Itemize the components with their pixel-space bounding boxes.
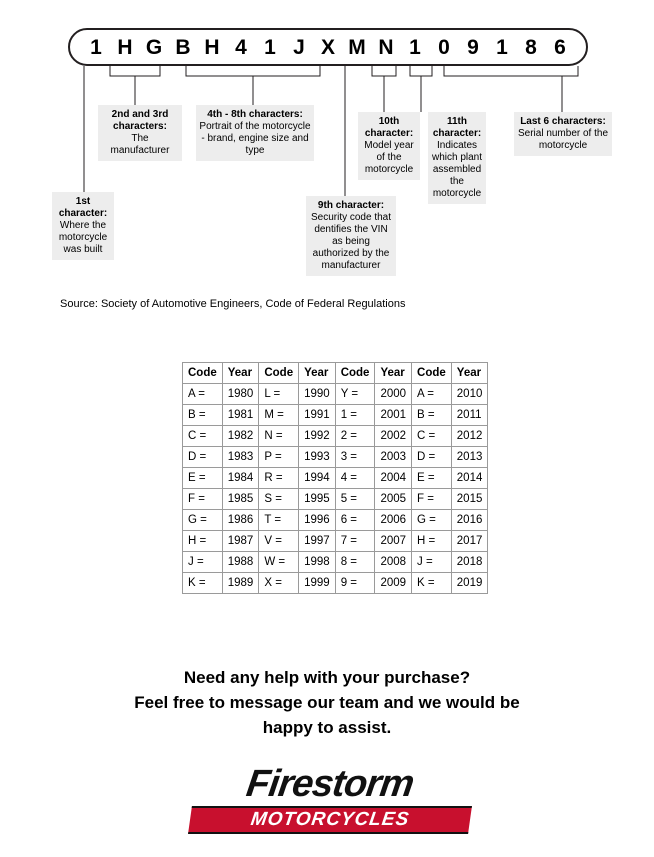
table-cell: 3 = [335,447,375,468]
table-cell: 1987 [222,531,259,552]
vin-character-14: 9 [467,35,479,59]
table-row [183,405,488,426]
callout-9th-character [306,196,396,276]
callout-last-6-characters [514,112,612,156]
table-row [183,426,488,447]
table-cell: 2019 [451,573,488,594]
table-row [183,468,488,489]
table-cell: Y = [335,384,375,405]
callout-title: 10th character: [364,116,414,139]
vin-character-15: 1 [496,35,508,59]
callout-title: 9th character: [317,200,385,211]
callout-4th-8th-characters [196,105,314,161]
vin-character-4: B [175,35,191,59]
table-cell: 1992 [299,426,336,447]
table-cell: D = [183,447,223,468]
table-cell: K = [183,573,223,594]
table-cell: 2000 [375,384,412,405]
table-cell: B = [412,405,452,426]
table-cell: K = [412,573,452,594]
table-cell: 1991 [299,405,336,426]
vin-character-3: G [145,35,163,59]
table-row [183,489,488,510]
table-cell: T = [259,510,299,531]
vin-character-17: 6 [554,35,566,59]
table-cell: 2006 [375,510,412,531]
table-cell: 2001 [375,405,412,426]
table-header-row [183,363,488,384]
vin-character-16: 8 [525,35,537,59]
table-row [183,573,488,594]
vin-character-2: H [117,35,133,59]
table-cell: 1981 [222,405,259,426]
table-cell: H = [183,531,223,552]
table-cell: 1988 [222,552,259,573]
table-cell: J = [412,552,452,573]
table-column-header: Code [335,363,375,384]
table-cell: 2016 [451,510,488,531]
callout-title: 11th character: [432,116,482,139]
table-cell: L = [259,384,299,405]
vin-number-bar [68,28,588,66]
callout-title: 1st character: [58,196,108,219]
table-cell: R = [259,468,299,489]
table-row [183,510,488,531]
table-cell: D = [412,447,452,468]
table-row [183,447,488,468]
callout-body: Security code that dentifies the VIN as being authorized by the manufacturer [310,212,392,271]
table-cell: 1998 [299,552,336,573]
vin-character-10: M [348,35,366,59]
table-cell: 1984 [222,468,259,489]
firestorm-motorcycles-logo [160,762,500,844]
table-cell: 2003 [375,447,412,468]
callout-body: Model year of the motorcycle [364,140,414,175]
table-cell: 1983 [222,447,259,468]
model-year-code-table [182,362,488,594]
table-cell: P = [259,447,299,468]
table-cell: A = [183,384,223,405]
table-cell: J = [183,552,223,573]
table-cell: 1999 [299,573,336,594]
table-cell: N = [259,426,299,447]
vin-character-11: N [378,35,394,59]
table-cell: 1980 [222,384,259,405]
source-note: Source: Society of Automotive Engineers, Code of Federal Regulations [60,298,406,310]
callout-1st-character [52,192,114,260]
table-body [183,384,488,594]
table-cell: 2009 [375,573,412,594]
table-cell: 5 = [335,489,375,510]
table-cell: V = [259,531,299,552]
callout-body: Serial number of the motorcycle [517,128,609,151]
table-cell: 1990 [299,384,336,405]
table-cell: E = [412,468,452,489]
table-cell: 1982 [222,426,259,447]
table-cell: F = [412,489,452,510]
table-cell: 1996 [299,510,336,531]
callout-body: The manufacturer [110,133,170,156]
table-cell: 1986 [222,510,259,531]
callout-2nd-3rd-characters [98,105,182,161]
table-cell: 2008 [375,552,412,573]
table-cell: 2014 [451,468,488,489]
table-cell: 8 = [335,552,375,573]
table-cell: 4 = [335,468,375,489]
table-cell: 1993 [299,447,336,468]
logo-wordmark: Firestorm [243,763,417,805]
table-cell: 9 = [335,573,375,594]
help-message [0,665,654,740]
table-cell: 2 = [335,426,375,447]
table-column-header: Code [183,363,223,384]
table-cell: 1 = [335,405,375,426]
table-cell: 2007 [375,531,412,552]
vin-character-12: 1 [409,35,421,59]
table-column-header: Year [375,363,412,384]
table-cell: G = [183,510,223,531]
table-row [183,552,488,573]
callout-title: 2nd and 3rd characters: [111,109,169,132]
table-head [183,363,488,384]
table-cell: 1994 [299,468,336,489]
logo-subtitle: MOTORCYCLES [188,806,472,834]
vin-character-7: 1 [264,35,276,59]
table-cell: 1985 [222,489,259,510]
callout-body: Indicates which plant assembled the motorcycle [431,140,483,199]
table-cell: 2010 [451,384,488,405]
table-cell: X = [259,573,299,594]
table-cell: 2012 [451,426,488,447]
table-cell: 2002 [375,426,412,447]
table-cell: 2005 [375,489,412,510]
table-cell: 1997 [299,531,336,552]
vin-character-13: 0 [438,35,450,59]
table-cell: E = [183,468,223,489]
callout-11th-character [428,112,486,204]
table-cell: 6 = [335,510,375,531]
vin-character-6: 4 [235,35,247,59]
table-cell: 1989 [222,573,259,594]
table-column-header: Code [412,363,452,384]
table-cell: B = [183,405,223,426]
callout-body: Where the motorcycle was built [58,220,108,255]
table-cell: 2015 [451,489,488,510]
table-cell: M = [259,405,299,426]
table-column-header: Year [299,363,336,384]
table-cell: H = [412,531,452,552]
table-column-header: Year [451,363,488,384]
table-row [183,384,488,405]
table-cell: 2018 [451,552,488,573]
table-cell: 2004 [375,468,412,489]
table-cell: A = [412,384,452,405]
table-cell: F = [183,489,223,510]
table-cell: C = [412,426,452,447]
table-cell: G = [412,510,452,531]
table-cell: 2017 [451,531,488,552]
vin-character-5: H [204,35,220,59]
table-cell: 1995 [299,489,336,510]
table-cell: 7 = [335,531,375,552]
table-cell: W = [259,552,299,573]
table-cell: 2011 [451,405,488,426]
vin-character-1: 1 [90,35,102,59]
callout-title: Last 6 characters: [520,116,606,127]
help-line-1: Need any help with your purchase? [183,668,471,687]
vin-character-8: J [293,35,305,59]
table-cell: C = [183,426,223,447]
callout-body: Portrait of the motorcycle - brand, engine size and type [199,121,311,156]
table-cell: 2013 [451,447,488,468]
table-column-header: Code [259,363,299,384]
callout-10th-character [358,112,420,180]
help-line-3: happy to assist. [262,718,392,737]
vin-character-9: X [320,35,335,59]
table-column-header: Year [222,363,259,384]
table-row [183,531,488,552]
callout-title: 4th - 8th characters: [207,109,303,120]
table-cell: S = [259,489,299,510]
help-line-2: Feel free to message our team and we would be [134,693,520,712]
